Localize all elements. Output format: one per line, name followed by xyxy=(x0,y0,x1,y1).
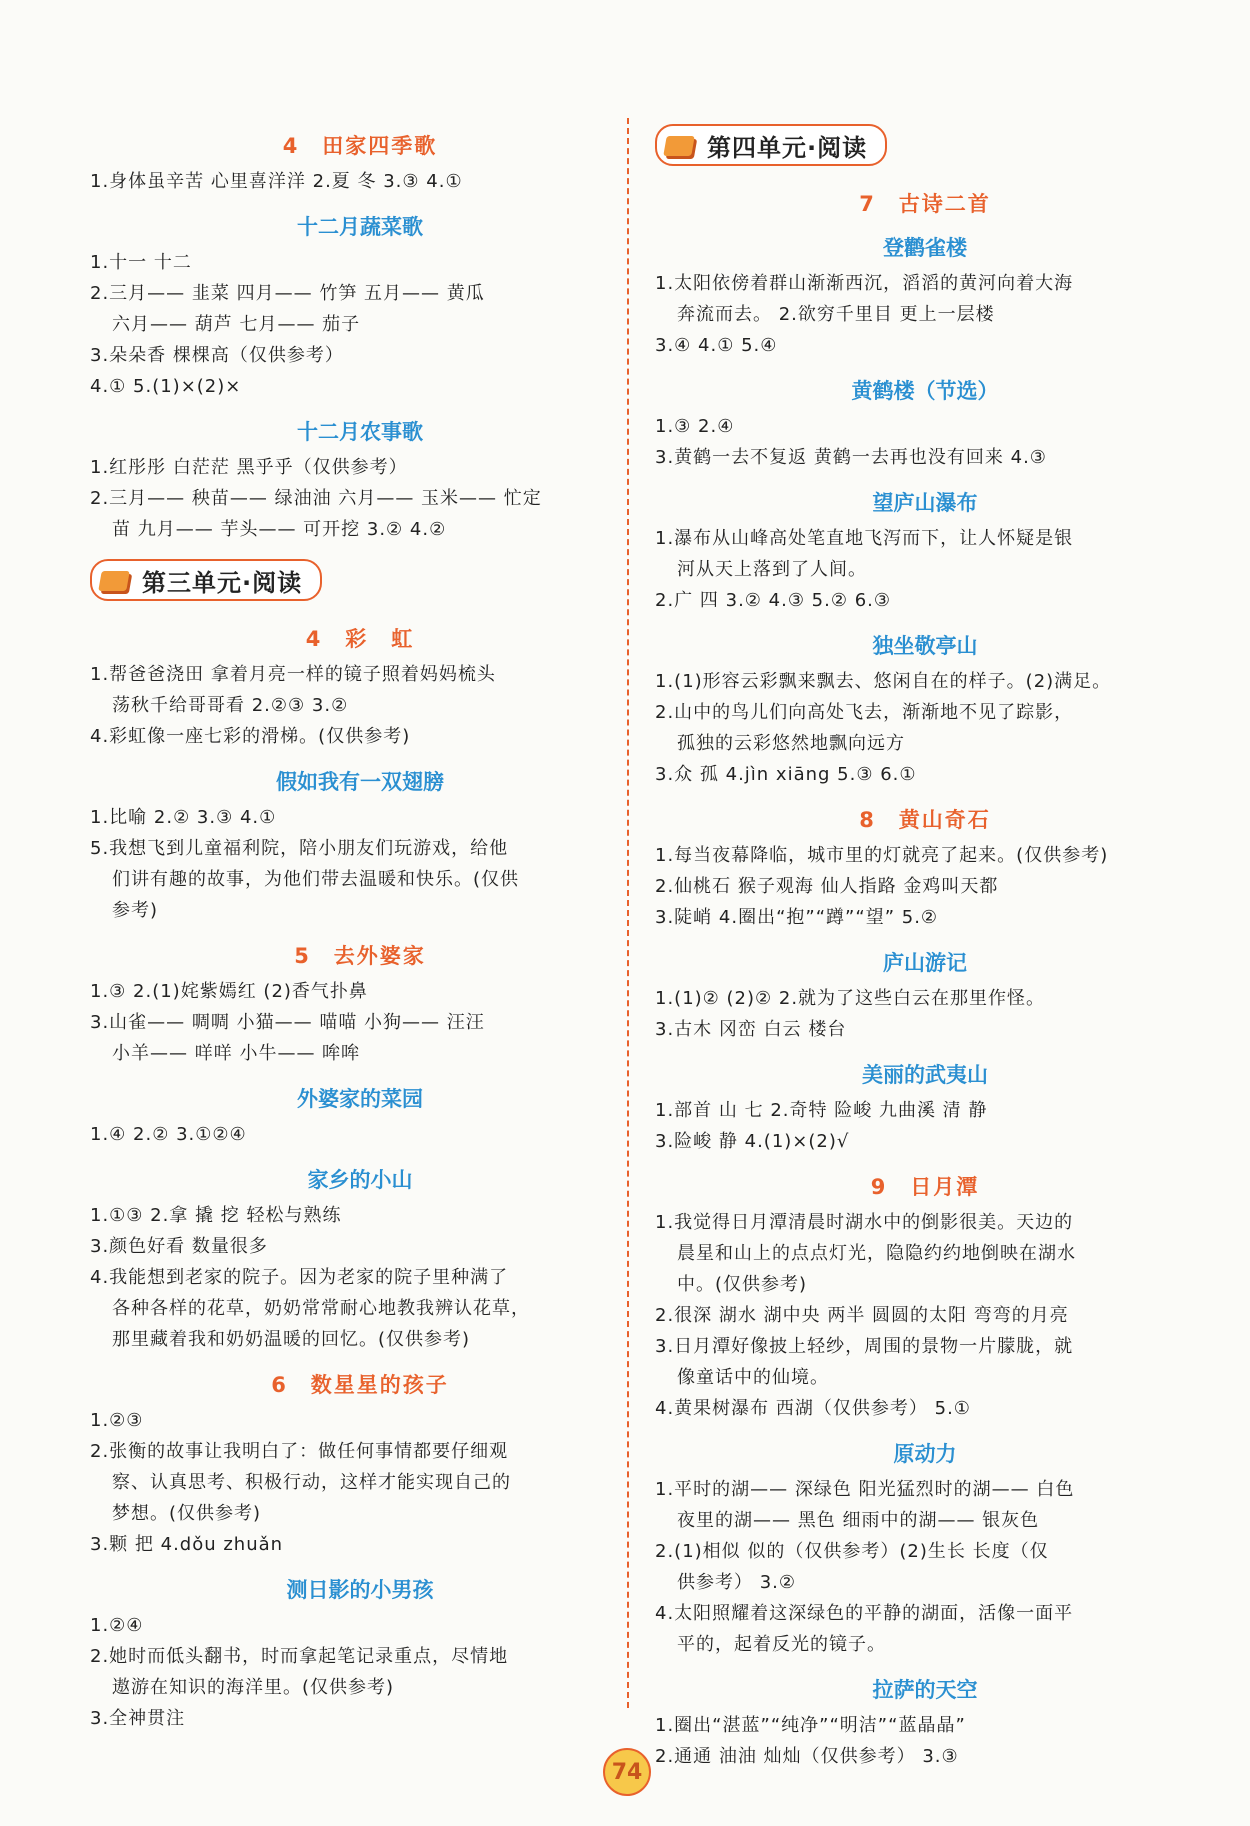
answer-line: 3.日月潭好像披上轻纱，周围的景物一片朦胧，就 xyxy=(655,1336,1074,1357)
reading-heading: 假如我有一双翅膀 xyxy=(276,770,444,794)
answer-line: 平的，起着反光的镜子。 xyxy=(677,1634,886,1655)
answer-line: 3.陡峭 4.圈出“抱”“蹲”“望” 5.② xyxy=(655,907,939,928)
reading-heading: 十二月农事歌 xyxy=(297,420,423,444)
reading-heading: 登鹳雀楼 xyxy=(883,236,967,260)
answer-line: 1.瀑布从山峰高处笔直地飞泻而下，让人怀疑是银 xyxy=(655,528,1074,549)
answer-line: 3.朵朵香 棵棵高（仅供参考） xyxy=(90,345,344,366)
unit-title: 第三单元·阅读 xyxy=(142,568,303,597)
right-column xyxy=(655,110,1195,1772)
answer-line: 2.三月—— 韭菜 四月—— 竹笋 五月—— 黄瓜 xyxy=(90,283,485,304)
answer-line: 察、认真思考、积极行动，这样才能实现自己的 xyxy=(112,1472,511,1493)
lesson-heading: 8 黄山奇石 xyxy=(859,808,991,832)
answer-line: 荡秋千给哥哥看 2.②③ 3.② xyxy=(112,695,349,716)
lesson-heading: 9 日月潭 xyxy=(870,1175,980,1199)
answer-line: 2.张衡的故事让我明白了：做任何事情都要仔细观 xyxy=(90,1441,509,1462)
answer-line: 4.彩虹像一座七彩的滑梯。(仅供参考) xyxy=(90,726,411,747)
answer-line: 1.红彤彤 白茫茫 黑乎乎（仅供参考） xyxy=(90,457,408,478)
answer-line: 1.③ 2.(1)姹紫嫣红 (2)香气扑鼻 xyxy=(90,981,368,1002)
answer-line: 河从天上落到了人间。 xyxy=(677,559,867,580)
left-column xyxy=(90,110,630,1734)
answer-line: 1.每当夜幕降临，城市里的灯就亮了起来。(仅供参考) xyxy=(655,845,1109,866)
answer-line: 2.山中的鸟儿们向高处飞去，渐渐地不见了踪影， xyxy=(655,702,1074,723)
answer-line: 3.古木 冈峦 白云 楼台 xyxy=(655,1019,847,1040)
answer-line: 2.通通 油油 灿灿（仅供参考） 3.③ xyxy=(655,1746,959,1767)
answer-line: 梦想。(仅供参考) xyxy=(112,1503,262,1524)
answer-line: 2.很深 湖水 湖中央 两半 圆圆的太阳 弯弯的月亮 xyxy=(655,1305,1069,1326)
answer-line: 1.③ 2.④ xyxy=(655,416,735,437)
answer-line: 2.三月—— 秧苗—— 绿油油 六月—— 玉米—— 忙定 xyxy=(90,488,542,509)
answer-line: 参考) xyxy=(112,900,159,921)
answer-line: 5.我想飞到儿童福利院，陪小朋友们玩游戏，给他 xyxy=(90,838,509,859)
answer-line: 1.①③ 2.拿 撬 挖 轻松与熟练 xyxy=(90,1205,342,1226)
answer-line: 4.我能想到老家的院子。因为老家的院子里种满了 xyxy=(90,1267,509,1288)
unit-title: 第四单元·阅读 xyxy=(707,133,868,162)
answer-line: 1.②④ xyxy=(90,1615,144,1636)
reading-heading: 美丽的武夷山 xyxy=(862,1063,988,1087)
reading-heading: 测日影的小男孩 xyxy=(286,1578,434,1602)
answer-line: 们讲有趣的故事，为他们带去温暖和快乐。(仅供 xyxy=(112,869,520,890)
answer-line: 2.广 四 3.② 4.③ 5.② 6.③ xyxy=(655,590,892,611)
answer-line: 1.④ 2.② 3.①②④ xyxy=(90,1124,247,1145)
answer-line: 1.圈出“湛蓝”“纯净”“明洁”“蓝晶晶” xyxy=(655,1715,966,1736)
answer-line: 2.(1)相似 似的（仅供参考）(2)生长 长度（仅 xyxy=(655,1541,1049,1562)
answer-line: 1.(1)② (2)② 2.就为了这些白云在那里作怪。 xyxy=(655,988,1046,1009)
answer-line: 1.②③ xyxy=(90,1410,144,1431)
answer-line: 3.山雀—— 啁啁 小猫—— 喵喵 小狗—— 汪汪 xyxy=(90,1012,485,1033)
column-divider xyxy=(627,118,629,1708)
book-icon xyxy=(98,567,132,593)
answer-line: 1.帮爸爸浇田 拿着月亮一样的镜子照着妈妈梳头 xyxy=(90,664,496,685)
answer-line: 像童话中的仙境。 xyxy=(677,1367,829,1388)
lesson-heading: 4 田家四季歌 xyxy=(282,134,438,158)
answer-line: 孤独的云彩悠然地飘向远方 xyxy=(677,733,905,754)
answer-line: 1.平时的湖—— 深绿色 阳光猛烈时的湖—— 白色 xyxy=(655,1479,1075,1500)
reading-heading: 拉萨的天空 xyxy=(872,1678,978,1702)
unit-banner xyxy=(655,124,887,166)
answer-line: 中。(仅供参考) xyxy=(677,1274,808,1295)
reading-heading: 庐山游记 xyxy=(883,951,967,975)
answer-line: 1.部首 山 七 2.奇特 险峻 九曲溪 清 静 xyxy=(655,1100,988,1121)
answer-line: 3.全神贯注 xyxy=(90,1708,186,1729)
lesson-heading: 7 古诗二首 xyxy=(859,192,991,216)
answer-line: 各种各样的花草，奶奶常常耐心地教我辨认花草， xyxy=(112,1298,530,1319)
answer-line: 3.黄鹤一去不复返 黄鹤一去再也没有回来 4.③ xyxy=(655,447,1047,468)
answer-line: 3.颜色好看 数量很多 xyxy=(90,1236,268,1257)
answer-line: 3.险峻 静 4.(1)×(2)√ xyxy=(655,1131,850,1152)
reading-heading: 十二月蔬菜歌 xyxy=(297,215,423,239)
answer-line: 3.众 孤 4.jìn xiāng 5.③ 6.① xyxy=(655,764,917,785)
book-icon xyxy=(663,132,697,158)
answer-line: 2.仙桃石 猴子观海 仙人指路 金鸡叫天都 xyxy=(655,876,999,897)
reading-heading: 望庐山瀑布 xyxy=(872,491,978,515)
answer-line: 3.④ 4.① 5.④ xyxy=(655,335,778,356)
reading-heading: 外婆家的菜园 xyxy=(297,1087,423,1111)
reading-heading: 独坐敬亭山 xyxy=(872,634,978,658)
reading-heading: 家乡的小山 xyxy=(307,1168,413,1192)
answer-line: 4.① 5.(1)×(2)× xyxy=(90,376,242,397)
page-number: 74 xyxy=(603,1748,651,1796)
answer-line: 1.太阳依傍着群山渐渐西沉，滔滔的黄河向着大海 xyxy=(655,273,1074,294)
lesson-heading: 6 数星星的孩子 xyxy=(271,1373,449,1397)
lesson-heading: 4 彩 虹 xyxy=(305,627,415,651)
answer-line: 夜里的湖—— 黑色 细雨中的湖—— 银灰色 xyxy=(677,1510,1040,1531)
answer-line: 奔流而去。 2.欲穷千里目 更上一层楼 xyxy=(677,304,995,325)
answer-line: 2.她时而低头翻书，时而拿起笔记录重点，尽情地 xyxy=(90,1646,509,1667)
unit-banner xyxy=(90,559,322,601)
answer-line: 小羊—— 咩咩 小牛—— 哞哞 xyxy=(112,1043,361,1064)
reading-heading: 原动力 xyxy=(893,1442,957,1466)
answer-line: 1.十一 十二 xyxy=(90,252,192,273)
answer-line: 4.黄果树瀑布 西湖（仅供参考） 5.① xyxy=(655,1398,971,1419)
answer-line: 供参考） 3.② xyxy=(677,1572,797,1593)
answer-line: 4.太阳照耀着这深绿色的平静的湖面，活像一面平 xyxy=(655,1603,1074,1624)
answer-line: 苗 九月—— 芋头—— 可开挖 3.② 4.② xyxy=(112,519,447,540)
answer-line: 1.(1)形容云彩飘来飘去、悠闲自在的样子。(2)满足。 xyxy=(655,671,1112,692)
answer-line: 1.我觉得日月潭清晨时湖水中的倒影很美。天边的 xyxy=(655,1212,1074,1233)
answer-line: 1.比喻 2.② 3.③ 4.① xyxy=(90,807,277,828)
answer-line: 1.身体虽辛苦 心里喜洋洋 2.夏 冬 3.③ 4.① xyxy=(90,171,463,192)
answer-line: 六月—— 葫芦 七月—— 茄子 xyxy=(112,314,361,335)
reading-heading: 黄鹤楼（节选） xyxy=(851,379,999,403)
answer-line: 那里藏着我和奶奶温暖的回忆。(仅供参考) xyxy=(112,1329,471,1350)
answer-line: 晨星和山上的点点灯光，隐隐约约地倒映在湖水 xyxy=(677,1243,1076,1264)
answer-line: 3.颗 把 4.dǒu zhuǎn xyxy=(90,1534,284,1555)
lesson-heading: 5 去外婆家 xyxy=(294,944,426,968)
answer-line: 遨游在知识的海洋里。(仅供参考) xyxy=(112,1677,395,1698)
